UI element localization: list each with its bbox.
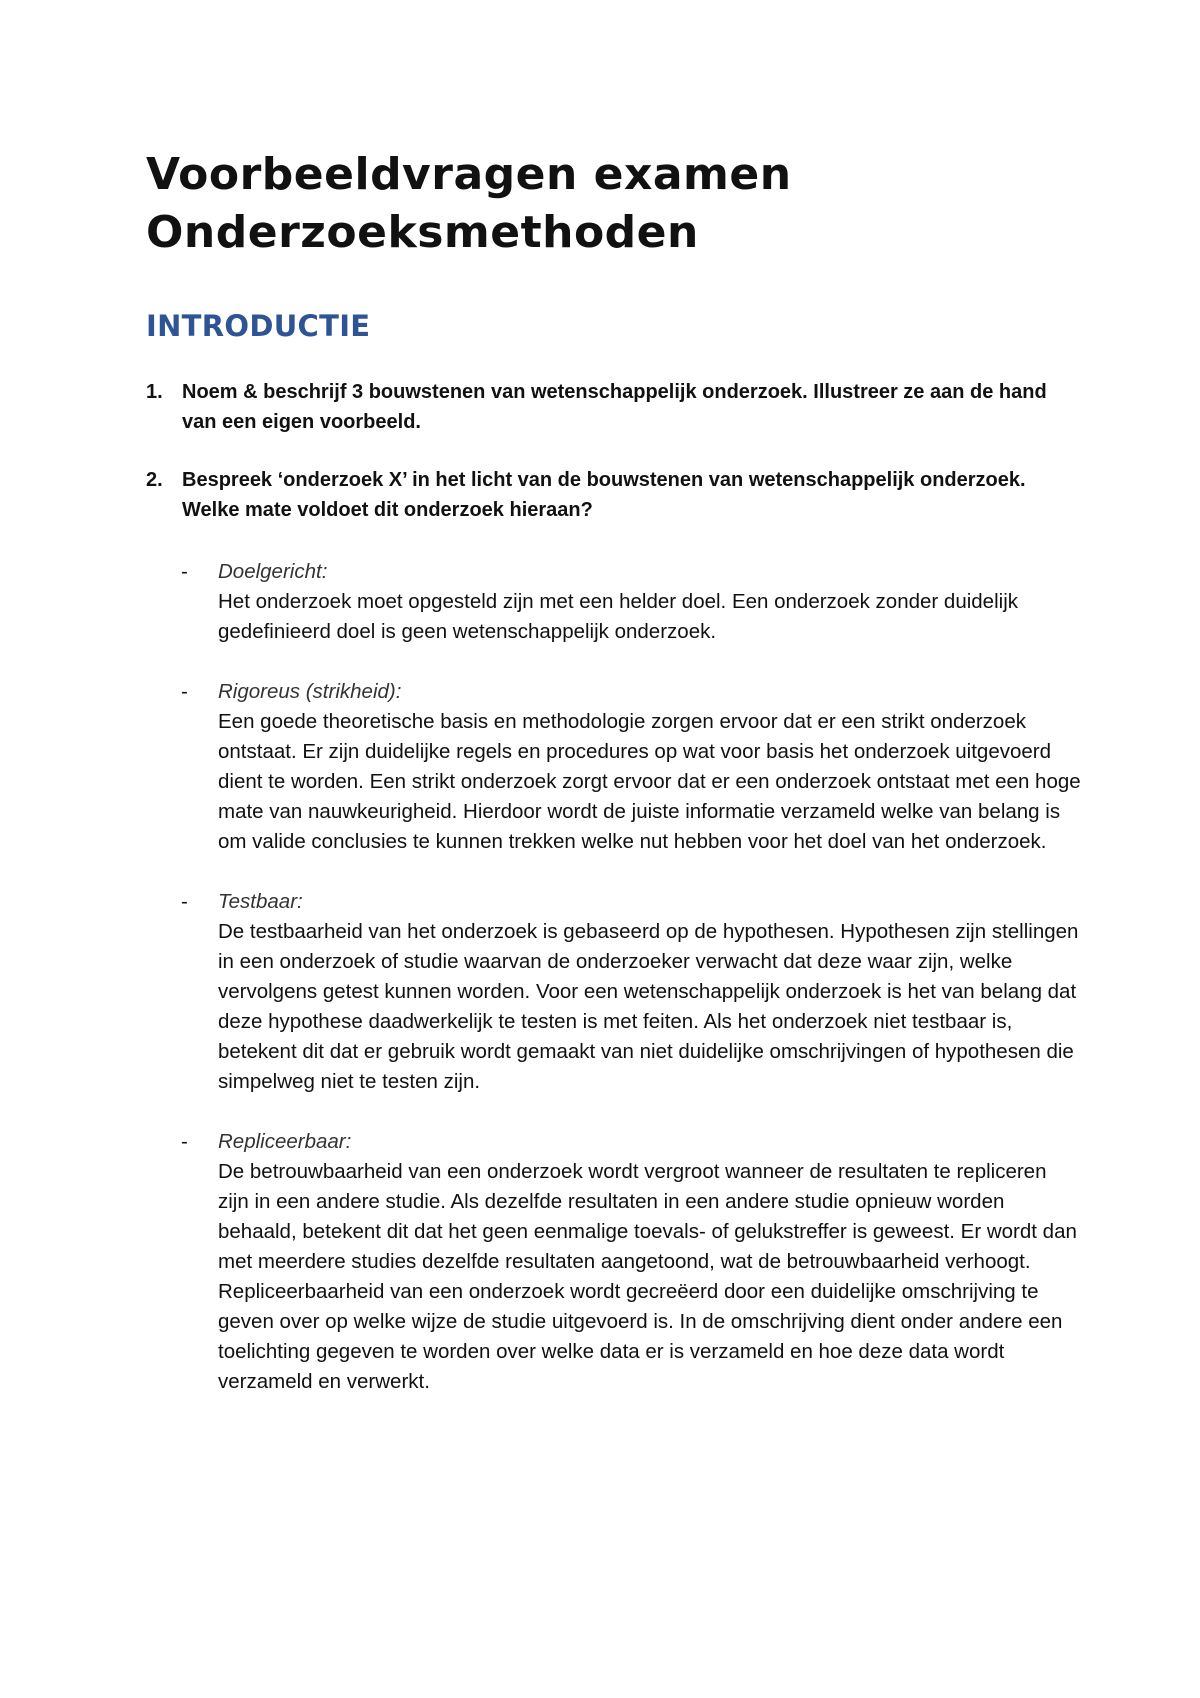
- building-block-description: De betrouwbaarheid van een onderzoek wordt vergroot wanneer de resultaten te repliceren zijn in een andere studie. Als dezelfde resultaten in een andere studie opnieuw worden behaald, betekent dit dat het geen eenmalige toevals- of gelukstreffer is geweest. Er wordt dan met meerdere studies dezelfde resultaten aangetoond, wat de betrouwbaarheid verhoogt. Repliceerbaarheid van een onderzoek wordt gecreëerd door een duidelijke omschrijving te geven over op welke wijze de studie uitgevoerd is. In de omschrijving dient onder andere een toelichting gegeven te worden over welke data er is verzameld en hoe deze data wordt verzameld en verwerkt.: [218, 1160, 1077, 1393]
- question-number: 2.: [146, 469, 163, 491]
- question-item-1: [146, 377, 1076, 437]
- building-block-testbaar: [181, 887, 1081, 1097]
- question-text: Bespreek ‘onderzoek X’ in het licht van de bouwstenen van wetenschappelijk onderzoek. Welke mate voldoet dit onderzoek hieraan?: [182, 469, 1026, 521]
- building-block-description: Het onderzoek moet opgesteld zijn met een helder doel. Een onderzoek zonder duidelijk gedefinieerd doel is geen wetenschappelijk onderzoek.: [218, 590, 1019, 643]
- building-block-term: Testbaar:: [218, 890, 303, 913]
- document-title-line-2: Onderzoeksmethoden: [146, 207, 699, 258]
- question-item-2: [146, 465, 1076, 525]
- question-text: Noem & beschrijf 3 bouwstenen van wetenschappelijk onderzoek. Illustreer ze aan de hand van een eigen voorbeeld.: [182, 381, 1047, 433]
- building-block-term: Rigoreus (strikheid):: [218, 680, 402, 703]
- building-block-repliceerbaar: [181, 1127, 1081, 1397]
- question-list: [146, 377, 1076, 525]
- building-block-doelgericht: [181, 557, 1081, 647]
- question-number: 1.: [146, 381, 163, 403]
- bullet-dash: -: [181, 680, 188, 703]
- building-block-term: Doelgericht:: [218, 560, 328, 583]
- building-block-description: De testbaarheid van het onderzoek is gebaseerd op de hypothesen. Hypothesen zijn stellingen in een onderzoek of studie waarvan de onderzoeker verwacht dat deze waar zijn, welke vervolgens getest kunnen worden. Voor een wetenschappelijk onderzoek is het van belang dat deze hypothese daadwerkelijk te testen is met feiten. Als het onderzoek niet testbaar is, betekent dit dat er gebruik wordt gemaakt van niet duidelijke omschrijvingen of hypothesen die simpelweg niet te testen zijn.: [218, 920, 1079, 1093]
- building-block-rigoreus: [181, 677, 1081, 857]
- document-title-line-1: Voorbeeldvragen examen: [146, 149, 792, 200]
- bullet-dash: -: [181, 560, 188, 583]
- building-block-description: Een goede theoretische basis en methodologie zorgen ervoor dat er een strikt onderzoek ontstaat. Er zijn duidelijke regels en procedures op wat voor basis het onderzoek uitgevoerd dient te worden. Een strikt onderzoek zorgt ervoor dat er een onderzoek ontstaat met een hoge mate van nauwkeurigheid. Hierdoor wordt de juiste informatie verzameld welke van belang is om valide conclusies te kunnen trekken welke nut hebben voor het doel van het onderzoek.: [218, 710, 1081, 853]
- building-block-term: Repliceerbaar:: [218, 1130, 352, 1153]
- bullet-dash: -: [181, 890, 188, 913]
- section-heading-introductie: INTRODUCTIE: [146, 309, 371, 343]
- document-title: [146, 146, 792, 262]
- building-block-list: [181, 557, 1081, 1397]
- bullet-dash: -: [181, 1130, 188, 1153]
